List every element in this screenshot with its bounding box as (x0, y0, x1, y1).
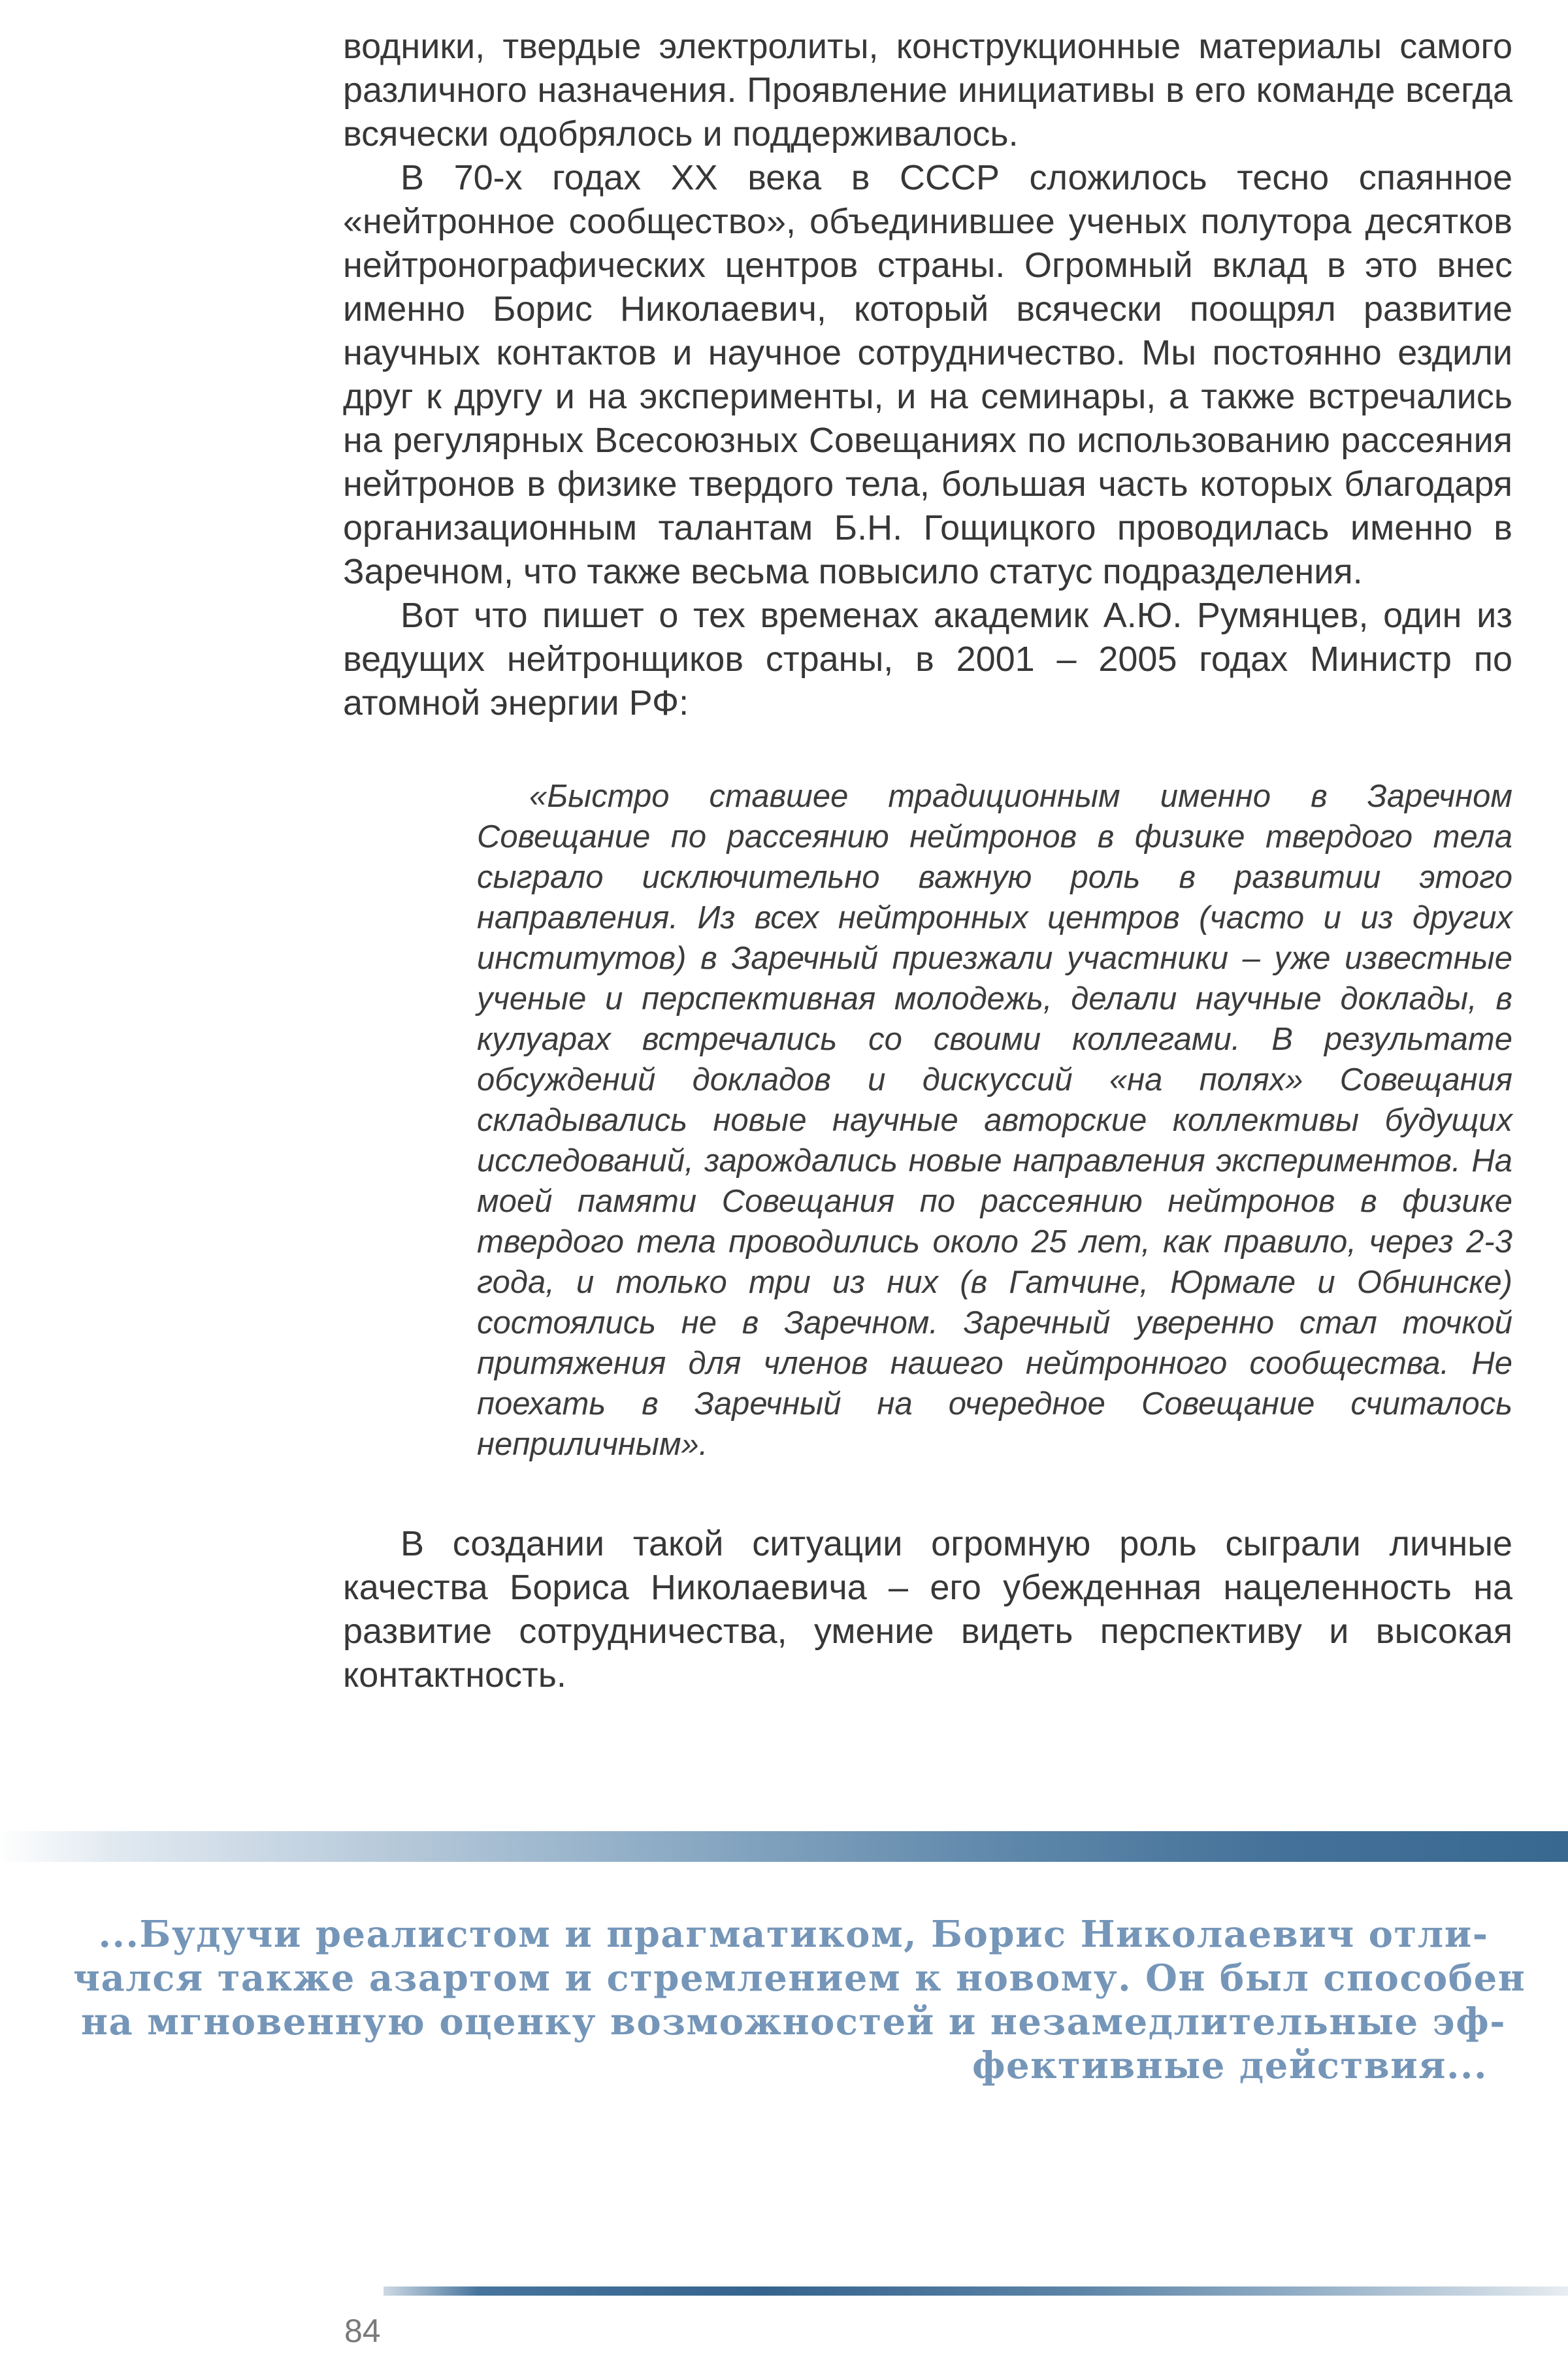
pull-quote-line: на мгновенную оценку возможностей и незамедлительные эф- (80, 2000, 1507, 2043)
rumyantsev-quote: «Быстро ставшее традиционным именно в Заречном Совещание по рассеянию нейтронов в физике твердого тела сыграло исключительно важную роль в развитии этого направления. Из всех нейтронных центров (часто и из других институтов) в Заречный приезжали участники – уже известные ученые и перспективная молодежь, делали научные доклады, в кулуарах встречались со своими коллегами. В результате обсуждений докладов и дискуссий «на полях» Совещания складывались новые научные авторские коллективы будущих исследований, зарождались новые направления экспериментов. На моей памяти Совещания по рассеянию нейтронов в физике твердого тела проводились около 25 лет, как правило, через 2-3 года, и только три из них (в Гатчине, Юрмале и Обнинске) состоялись не в Заречном. Заречный уверенно стал точкой притяжения для членов нашего нейтронного сообщества. Не поехать в Заречный на очередное Совещание считалось неприличным». (477, 779, 1512, 1462)
main-text-column (343, 25, 1512, 1697)
pull-quote (73, 1913, 1526, 2088)
pull-quote-line: ...Будучи реалистом и прагматиком, Борис Николаевич отли- (98, 1913, 1489, 1956)
section-divider-gradient-bar (0, 1831, 1568, 1862)
body-paragraph-rumyantsev-intro: Вот что пишет о тех временах академик А.Ю. Румянцев, один из ведущих нейтронщиков страны, в 2001 – 2005 годах Министр по атомной энергии РФ: (343, 596, 1512, 723)
body-paragraph-continuation: водники, твердые электролиты, конструкционные материалы самого различного назначения. Проявление инициативы в его команде всегда всячески одобрялось и поддерживалось. (343, 27, 1512, 154)
page-number: 84 (344, 2313, 381, 2349)
pull-quote-line: фективные действия... (972, 2044, 1488, 2087)
body-paragraph-neutron-community: В 70-х годах XX века в СССР сложилось тесно спаянное «нейтронное сообщество», объединившее ученых полутора десятков нейтронографических центров страны. Огромный вклад в это внес именно Борис Николаевич, который всячески поощрял развитие научных контактов и научное сотрудничество. Мы постоянно ездили друг к другу и на эксперименты, и на семинары, а также встречались на регулярных Всесоюзных Совещаниях по использованию рассеяния нейтронов в физике твердого тела, большая часть которых благодаря организационным талантам Б.Н. Гощицкого проводилась именно в Заречном, что также весьма повысило статус подразделения. (343, 158, 1512, 591)
footer-gradient-rule (384, 2286, 1568, 2296)
pull-quote-line: чался также азартом и стремлением к новому. Он был способен (73, 1957, 1526, 2000)
body-paragraph-closing: В создании такой ситуации огромную роль сыграли личные качества Бориса Николаевича – его убежденная нацеленность на развитие сотрудничества, умение видеть перспективу и высокая контактность. (343, 1524, 1512, 1695)
